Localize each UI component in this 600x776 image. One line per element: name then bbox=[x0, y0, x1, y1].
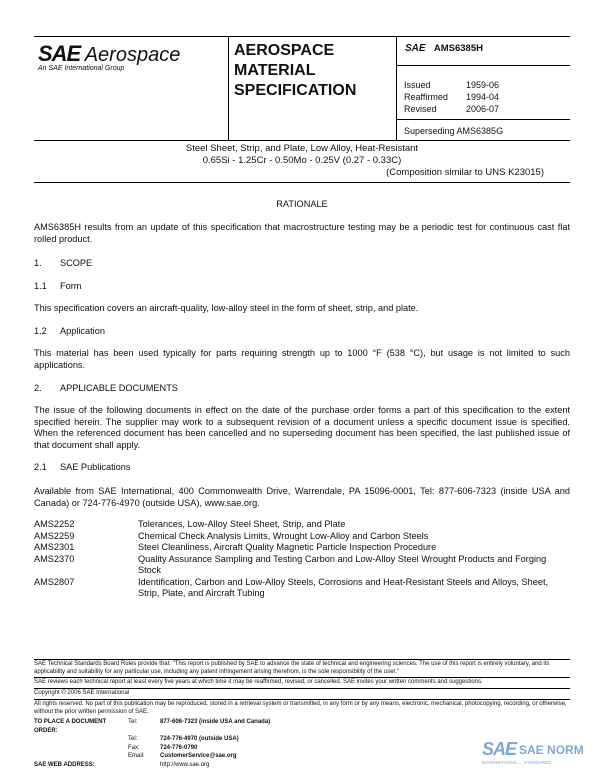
header-rule bbox=[397, 119, 570, 120]
sae-norm-watermark bbox=[482, 739, 584, 760]
order-row bbox=[34, 744, 270, 753]
header-rule bbox=[397, 65, 570, 66]
reference-code: AMS2370 bbox=[34, 553, 75, 564]
section-2-1-text: Available from SAE International, 400 Commonwealth Drive, Warrendale, PA 15096-0001, Tel: 877-606-7323 (inside USA and Canada) or 724-776-4970 (outside USA), www.sae.org. bbox=[34, 486, 570, 508]
date-label: Revised bbox=[404, 104, 437, 114]
subject-rule bbox=[34, 182, 570, 183]
order-label: TO PLACE A DOCUMENT ORDER: bbox=[34, 719, 107, 734]
reference-desc: Identification, Carbon and Low-Alloy Steels, Corrosions and Heat-Resistant Steels and Alloys, Sheet, Strip, Plate, and Aircraft Tubing bbox=[138, 576, 549, 598]
doc-prefix: SAE bbox=[405, 43, 426, 54]
watermark-subtext: INTERNATIONAL ... STANDARDS bbox=[482, 760, 552, 765]
date-value: 1994-04 bbox=[466, 92, 500, 102]
reference-desc: Quality Assurance Sampling and Testing Carbon and Low-Alloy Steel Wrought Products and Forging Stock bbox=[138, 553, 547, 575]
date-value: 2006-07 bbox=[466, 104, 500, 114]
subject-line: 0.65Si - 1.25Cr - 0.50Mo - 0.25V (0.27 - 0.33C) bbox=[202, 155, 402, 166]
reference-code: AMS2259 bbox=[34, 530, 75, 541]
footer-rules-text: SAE Technical Standards Board Rules provide that: "This report is published by SAE to advance the state of technical and engineering sciences. The use of this report is entirely voluntary, and its applicability and suitability for any particular use, including any patent infringement arising therefrom, is the sole responsibility of the user." bbox=[34, 661, 550, 675]
section-number: 2. bbox=[34, 383, 42, 393]
section-1-2-text: This material has been used typically for parts requiring strength up to 1000 °F (538 °C), but usage is not limited to such applications. bbox=[34, 348, 570, 370]
contact-type: Email: bbox=[128, 753, 145, 759]
reference-code: AMS2252 bbox=[34, 519, 75, 529]
footer-review-text: SAE reviews each technical report at least every five years at which time it may be reaffirmed, revised, or cancelled. SAE invites your written comments and suggestions. bbox=[34, 679, 483, 685]
reference-item bbox=[34, 531, 570, 543]
spec-subject bbox=[34, 143, 570, 178]
reference-code: AMS2301 bbox=[34, 542, 75, 552]
section-number: 1. bbox=[34, 258, 42, 268]
web-label: SAE WEB ADDRESS: bbox=[34, 761, 95, 768]
rationale-text: AMS6385H results from an update of this specification that macrostructure testing may be a periodic test for continuous cast flat rolled product. bbox=[34, 222, 570, 244]
section-title: APPLICABLE DOCUMENTS bbox=[60, 383, 178, 393]
section-1-1 bbox=[34, 281, 81, 291]
section-1 bbox=[34, 258, 92, 268]
title-line: SPECIFICATION bbox=[234, 82, 357, 99]
logo-group: An SAE International Group bbox=[38, 65, 125, 72]
rationale-heading: RATIONALE bbox=[276, 199, 328, 209]
reference-item bbox=[34, 577, 570, 600]
superseding-note: Superseding AMS6385G bbox=[404, 126, 504, 136]
section-2-1 bbox=[34, 462, 130, 472]
reference-desc: Steel Cleanliness, Aircraft Quality Magnetic Particle Inspection Procedure bbox=[138, 542, 437, 552]
section-number: 2.1 bbox=[34, 462, 47, 472]
date-row bbox=[404, 91, 499, 103]
header-divider bbox=[228, 37, 229, 140]
contact-value: 724-776-4970 (outside USA) bbox=[160, 736, 239, 742]
order-row bbox=[34, 735, 270, 744]
section-2 bbox=[34, 383, 178, 393]
date-row bbox=[404, 79, 499, 91]
logo-sae: SAE bbox=[38, 41, 81, 66]
section-1-1-text: This specification covers an aircraft-quality, low-alloy steel in the form of sheet, strip, and plate. bbox=[34, 303, 419, 313]
spec-title bbox=[234, 41, 394, 101]
date-value: 1959-06 bbox=[466, 80, 500, 90]
order-row bbox=[34, 761, 270, 770]
section-title: Application bbox=[60, 326, 105, 336]
reference-item bbox=[34, 519, 570, 531]
date-block bbox=[404, 79, 499, 115]
footer-rule bbox=[34, 688, 570, 689]
sae-aerospace-logo bbox=[38, 41, 223, 72]
reference-desc: Tolerances, Low-Alloy Steel Sheet, Strip, and Plate bbox=[138, 519, 346, 529]
contact-value: 877-606-7323 (inside USA and Canada) bbox=[160, 719, 271, 725]
contact-type: Tel: bbox=[128, 736, 138, 742]
reference-list bbox=[34, 519, 570, 600]
section-2-text: The issue of the following documents in effect on the date of the purchase order forms a part of this specification to the extent specified herein. The supplier may work to a subsequent revision of a document unless a specific document issue is specified. When the referenced document has been cancelled and no superseding document has been specified, the last published issue of that document shall apply. bbox=[34, 405, 570, 450]
contact-value: 724-776-0790 bbox=[160, 744, 198, 751]
reference-code: AMS2807 bbox=[34, 576, 75, 587]
watermark-mark: SAE bbox=[482, 739, 517, 759]
document-id bbox=[405, 43, 483, 54]
footer-copyright: Copyright © 2006 SAE International bbox=[34, 690, 130, 696]
doc-number: AMS6385H bbox=[433, 43, 483, 54]
footer-rule bbox=[34, 699, 570, 700]
section-title: Form bbox=[60, 281, 82, 291]
section-number: 1.1 bbox=[34, 281, 47, 291]
subject-line: Steel Sheet, Strip, and Plate, Low Alloy, Heat-Resistant bbox=[185, 143, 419, 154]
section-number: 1.2 bbox=[34, 326, 47, 336]
footer-rule bbox=[34, 659, 570, 660]
header-divider bbox=[396, 37, 397, 140]
contact-type: Tel: bbox=[128, 719, 138, 725]
reference-desc: Chemical Check Analysis Limits, Wrought Low-Alloy and Carbon Steels bbox=[138, 530, 429, 541]
footer-rights-text: All rights reserved. No part of this publication may be reproduced, stored in a retrieval system or transmitted, in any form or by any means, electronic, mechanical, photocopying, recording, or otherwise, without the prior written permission of SAE. bbox=[34, 701, 567, 715]
subject-composition: (Composition similar to UNS K23015) bbox=[386, 167, 544, 178]
title-line: MATERIAL bbox=[234, 62, 316, 79]
watermark-text: SAE NORM bbox=[519, 742, 584, 757]
order-info bbox=[34, 718, 270, 769]
spec-header bbox=[34, 36, 570, 141]
footer-rule bbox=[34, 677, 570, 678]
date-label: Reaffirmed bbox=[404, 92, 448, 102]
order-row bbox=[34, 752, 270, 761]
date-label: Issued bbox=[404, 80, 431, 90]
reference-item bbox=[34, 542, 570, 554]
contact-value[interactable]: CustomerService@sae.org bbox=[160, 753, 237, 759]
contact-type: Fax: bbox=[128, 744, 140, 751]
reference-item bbox=[34, 554, 570, 577]
section-1-2 bbox=[34, 326, 105, 336]
section-title: SCOPE bbox=[60, 258, 93, 268]
order-row bbox=[34, 718, 270, 735]
web-address[interactable]: http://www.sae.org bbox=[160, 761, 210, 768]
logo-aerospace: Aerospace bbox=[84, 44, 181, 66]
title-line: AEROSPACE bbox=[234, 42, 335, 59]
section-title: SAE Publications bbox=[60, 462, 131, 472]
date-row bbox=[404, 103, 499, 115]
